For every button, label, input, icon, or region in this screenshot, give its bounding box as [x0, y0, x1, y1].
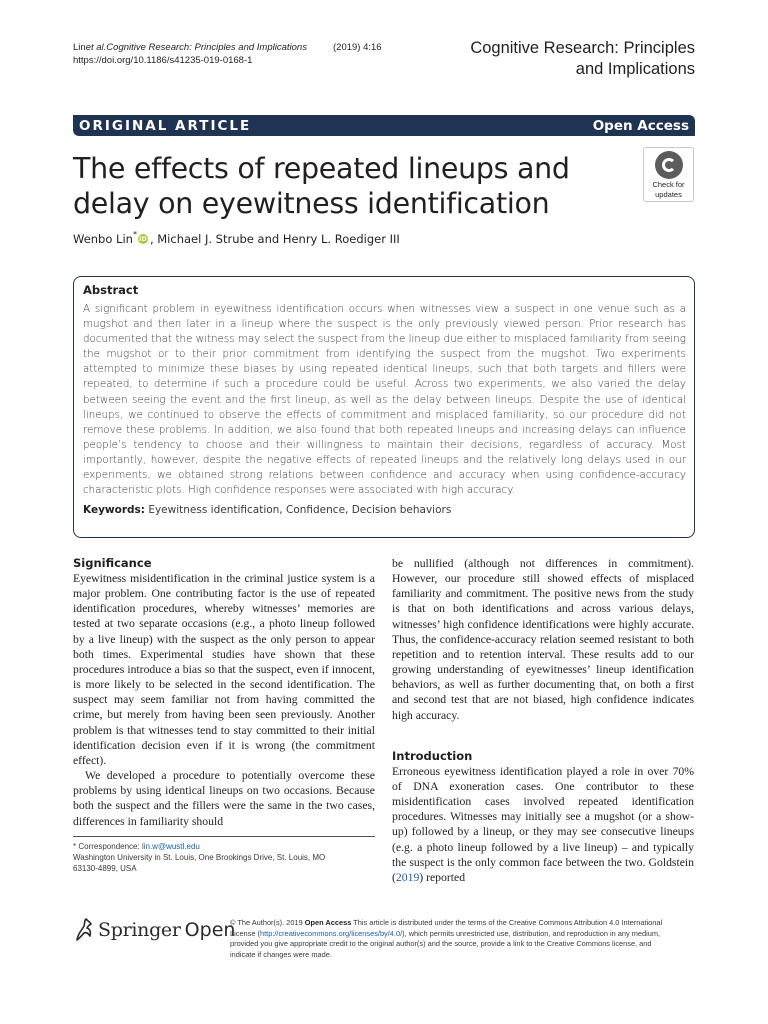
header-authors: Lin	[73, 42, 86, 53]
license-text-2: ), which permits unrestricted use, distribution, and reproduction in any medium, provided you give appropriate credit to the original author(s) and the source, provide a link to the Creative Commons license, and indicate if changes were made.	[230, 928, 661, 959]
abstract-box	[73, 276, 695, 538]
right-column	[392, 556, 694, 885]
header-year-volume: (2019) 4:16	[333, 42, 382, 53]
open-wordmark: Open	[184, 919, 236, 941]
license-text-1: This article is distributed under the terms of the Creative Commons Attribution 4.0 International License (	[230, 918, 663, 938]
header-et-al: et al.	[85, 42, 107, 53]
open-access-label: Open Access	[592, 117, 689, 134]
keywords	[83, 504, 686, 516]
check-for-updates-button[interactable]	[643, 147, 694, 202]
article-type-label: ORIGINAL ARTICLE	[79, 117, 252, 134]
left-column	[73, 556, 375, 829]
orcid-icon[interactable]: iD	[139, 235, 147, 243]
correspondence-footnote	[73, 836, 375, 875]
journal-name-line1: Cognitive Research: Principles	[470, 39, 695, 57]
introduction-paragraph	[392, 764, 694, 885]
intro-text-after: ) reported	[419, 870, 466, 884]
abstract-heading: Abstract	[83, 283, 139, 297]
correspondence-label: * Correspondence:	[73, 842, 142, 851]
corresponding-star: *	[132, 229, 137, 239]
address-line-2: 63130-4899, USA	[73, 864, 137, 874]
springer-wordmark: Springer	[98, 919, 181, 941]
check-updates-line2: updates	[655, 190, 682, 199]
journal-name-line2: and Implications	[575, 60, 695, 78]
author-list	[73, 229, 400, 246]
introduction-heading: Introduction	[392, 748, 473, 763]
keywords-list: Eyewitness identification, Confidence, Decision behaviors	[144, 504, 452, 517]
springer-open-logo	[73, 918, 235, 942]
header-doi[interactable]: https://doi.org/10.1186/s41235-019-0168-1	[73, 55, 253, 66]
citation-link[interactable]: 2019	[395, 870, 420, 884]
running-header	[73, 41, 382, 67]
check-updates-icon	[655, 151, 683, 179]
license-oa: Open Access	[304, 918, 352, 927]
first-author: Wenbo Lin	[73, 232, 133, 246]
license-statement	[230, 918, 670, 960]
check-updates-line1: Check for	[652, 180, 685, 189]
article-type-banner	[73, 115, 695, 136]
correspondence-email[interactable]: lin.w@wustl.edu	[141, 842, 200, 851]
significance-paragraph-1: Eyewitness misidentification in the criminal justice system is a major problem. One contributing factor is the use of repeated identification procedures, whereby witnesses’ memories are tested at two separate occasions (e.g., a photo lineup followed by a live lineup) with the suspect as the only person to appear both times. Experimental studies have shown that these procedures introduce a bias so that the suspect, even if innocent, is more likely to be selected in the second identification. The suspect may seem familiar not from having committed the crime, but merely from having been seen previously. Another problem is that witnesses tend to stay committed to their initial identification decision even if it is wrong (the commitment effect).	[73, 572, 375, 767]
license-url-link[interactable]: http://creativecommons.org/licenses/by/4.0/	[260, 928, 403, 938]
significance-paragraph-2: We developed a procedure to potentially overcome these problems by using identical lineups on two occasions. Because both the suspect and the fillers were the same in the two cases, differences in familiarity should	[73, 769, 375, 828]
header-journal-cite: Cognitive Research: Principles and Implications	[106, 42, 307, 53]
journal-name	[435, 38, 695, 80]
significance-paragraph-3: be nullified (although not differences in commitment). However, our procedure still showed effects of misplaced familiarity and commitment. The positive news from the study is that on both identifications and across various delays, witnesses’ high confidence identifications were highly accurate. Thus, the confidence-accuracy relation seemed resistant to both repetition and to retention interval. These results add to our growing understanding of eyewitnesses’ lineup identification behaviors, as well as further documenting that, on both a first and second test that are not biased, high confidence indicates high accuracy.	[392, 557, 694, 722]
significance-heading: Significance	[73, 556, 152, 570]
springer-horse-icon	[73, 918, 95, 942]
license-lead: © The Author(s). 2019	[230, 918, 305, 927]
address-line-1: Washington University in St. Louis, One Brookings Drive, St. Louis, MO	[73, 853, 326, 863]
article-title: The effects of repeated lineups and delay on eyewitness identification	[73, 152, 570, 220]
other-authors: , Michael J. Strube and Henry L. Roediger III	[149, 232, 400, 246]
intro-text-before: Erroneous eyewitness identification played a role in over 70% of DNA exoneration cases. One contributor to these misidentification cases involved repeated identification procedures. Witnesses may initially see a mugshot (or a show-up) followed by a lineup, or they may see consecutive lineups (e.g. a photo lineup followed by a live lineup) – and typically the suspect is the only common face between the two. Goldstein (	[392, 764, 694, 884]
keywords-label: Keywords:	[83, 504, 145, 517]
abstract-text: A significant problem in eyewitness identification occurs when witnesses view a suspect in one venue such as a mugshot and then later in a lineup where the suspect is the only previously viewed person. Prior research has documented that the witness may select the suspect from the lineup due either to misplaced familiarity from seeing the mugshot or to their prior commitment from identifying the suspect from the mugshot. Two experiments attempted to minimize these biases by using repeated identical lineups, such that both targets and fillers were repeated, to determine if such a procedure could be useful. Across two experiments, we also varied the delay between seeing the event and the first lineup, as well as the delay between lineups. Despite the use of identical lineups, we continued to observe the effects of commitment and misplaced familiarity, so our procedure did not remove these problems. In addition, we also found that both repeated lineups and increasing delays can influence people’s tendency to choose and their willingness to maintain their decisions, regardless of accuracy. Most importantly, however, despite the negative effects of repeated lineups and the relatively long delays used in our experiments, we obtained strong relations between confidence and accuracy when using confidence-accuracy characteristic plots. High confidence responses were associated with high accuracy.	[83, 303, 686, 497]
